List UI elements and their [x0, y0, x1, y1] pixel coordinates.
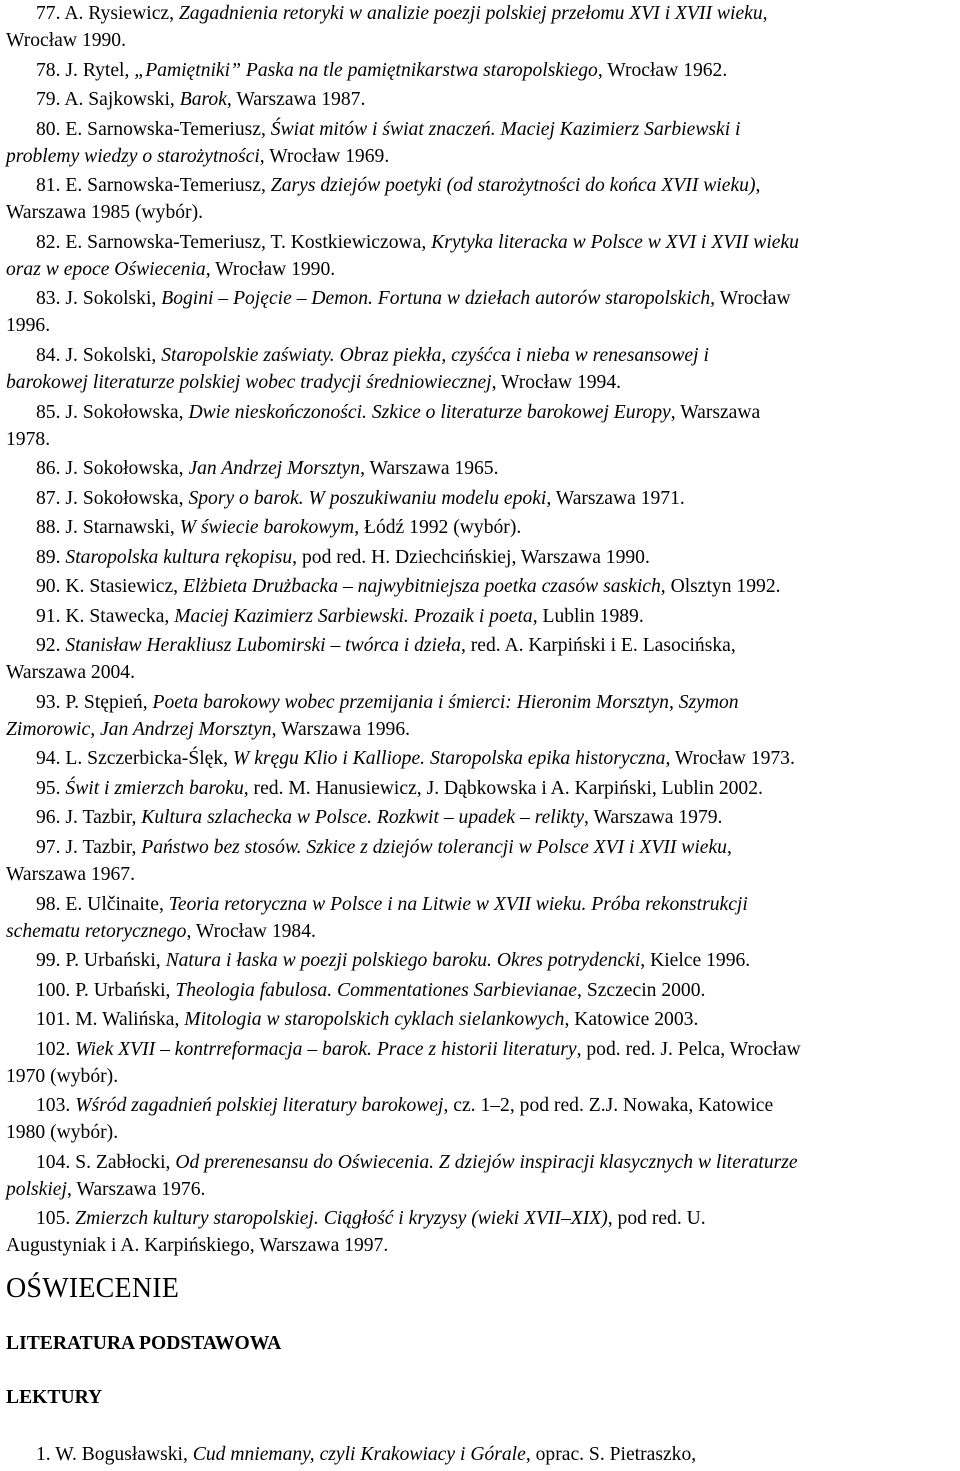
entry-title-text: schematu retorycznego [6, 920, 187, 942]
entry-text: , pod. red. J. Pelca, Wrocław [576, 1038, 801, 1060]
entry-text: Warszawa 1985 (wybór). [6, 202, 204, 224]
entry-text: J. Tazbir, [65, 836, 142, 858]
entry-title-text: polskiej [6, 1178, 67, 1200]
entry-number: 101. [36, 1009, 71, 1031]
entry-text: , pod red. H. Dziechcińskiej, Warszawa 1990. [292, 546, 650, 568]
entry-number: 81. [36, 175, 61, 197]
subsubsection-title: LEKTURY [6, 1387, 103, 1408]
entry-text: E. Ulčinaite, [65, 893, 169, 915]
entry-title-text: Natura i łaska w poezji polskiego baroku. Okres potrydencki [165, 950, 641, 972]
entry-text: , red. M. Hanusiewicz, J. Dąbkowska i A. Karpiński, Lublin 2002. [243, 777, 763, 799]
entry-title-text: oraz w epoce Oświecenia [6, 258, 206, 280]
entry-text: , Olsztyn 1992. [660, 576, 781, 598]
bibliography-entry [6, 455, 499, 482]
entry-title-text: Cud mniemany, czyli Krakowiacy i Górale [192, 1444, 526, 1465]
entry-text: , Kielce 1996. [640, 950, 751, 972]
entry-text: , Wrocław 1973. [665, 748, 795, 770]
bibliography-entry-last [36, 1441, 696, 1468]
entry-title-text: Teoria retoryczna w Polsce i na Litwie w XVII wieku. Próba rekonstrukcji [168, 893, 748, 915]
entry-title-text: W świecie barokowym [179, 517, 355, 539]
entry-text: , Lublin 1989. [532, 605, 644, 627]
entry-text: S. Zabłocki, [75, 1151, 176, 1173]
entry-title-text: Kultura szlachecka w Polsce. Rozkwit – upadek – relikty [141, 807, 585, 829]
bibliography-entry [6, 229, 799, 283]
entry-number: 92. [36, 635, 61, 657]
entry-text: J. Rytel, [65, 59, 135, 81]
bibliography-entry [6, 0, 768, 54]
entry-text: , Warszawa 1979. [584, 807, 723, 829]
bibliography-entry [6, 57, 727, 84]
entry-text: Augustyniak i A. Karpińskiego, Warszawa 1997. [6, 1235, 389, 1257]
entry-title-text: Mitologia w staropolskich cyklach sielankowych [184, 1009, 565, 1031]
entry-title-text: Spory o barok. W poszukiwaniu modelu epoki [188, 487, 547, 509]
bibliography-entry [6, 86, 365, 113]
entry-text: , Warszawa 1971. [546, 487, 685, 509]
bibliography-entry [6, 1092, 773, 1146]
entry-text: 1996. [6, 315, 51, 337]
entry-number: 89. [36, 546, 61, 568]
entry-text: 1970 (wybór). [6, 1065, 119, 1087]
entry-number: 80. [36, 118, 61, 140]
entry-title-text: Wiek XVII – kontrreformacja – barok. Prace z historii literatury [75, 1038, 577, 1060]
entry-text: , Warszawa 1965. [360, 458, 499, 480]
entry-title-text: Od prerenesansu do Oświecenia. Z dziejów inspiracji klasycznych w literaturze [175, 1151, 798, 1173]
entry-title-text: Zarys dziejów poetyki (od starożytności do końca XVII wieku) [270, 175, 756, 197]
bibliography-entry [6, 603, 644, 630]
entry-text: P. Urbański, [65, 950, 166, 972]
entry-title-text: Theologia fabulosa. Commentationes Sarbievianae [175, 979, 578, 1001]
bibliography-entry [6, 1036, 801, 1090]
entry-text: P. Urbański, [75, 979, 176, 1001]
subsection-title: LITERATURA PODSTAWOWA [6, 1333, 282, 1354]
entry-text: , Wrocław 1990. [205, 258, 336, 280]
entry-text: , red. A. Karpiński i E. Lasocińska, [460, 635, 736, 657]
entry-number: 87. [36, 487, 61, 509]
entry-number: 97. [36, 836, 61, 858]
entry-text: , Szczecin 2000. [577, 979, 706, 1001]
entry-text: W. Bogusławski, [55, 1444, 193, 1465]
entry-text: J. Sokolski, [65, 345, 162, 366]
entry-text: , Warszawa 1987. [226, 89, 366, 111]
entry-text: J. Sokołowska, [65, 401, 189, 423]
bibliography-entry [6, 285, 791, 339]
entry-number: 82. [36, 231, 61, 253]
entry-text: L. Szczerbicka-Ślęk, [65, 748, 233, 770]
entry-title-text: problemy wiedzy o starożytności [6, 145, 260, 167]
entry-number: 93. [36, 691, 61, 713]
entry-title-text: barokowej literaturze polskiej wobec tradycji średniowiecznej [6, 372, 492, 393]
entry-text: Wrocław 1990. [6, 30, 127, 51]
entry-text: , Warszawa 1996. [271, 718, 411, 740]
entry-title-text: W kręgu Klio i Kalliope. Staropolska epika historyczna [232, 748, 666, 770]
entry-number: 86. [36, 458, 61, 480]
entry-number: 1. [36, 1444, 51, 1465]
entry-title-text: Bogini – Pojęcie – Demon. Fortuna w dziełach autorów staropolskich [161, 288, 711, 310]
entry-text: K. Stawecka, [65, 605, 175, 627]
entry-text: J. Sokołowska, [65, 458, 189, 480]
bibliography-entry [6, 745, 795, 772]
entry-number: 78. [36, 59, 61, 81]
entry-text: E. Sarnowska-Temeriusz, [65, 175, 271, 197]
bibliography-entry [6, 775, 763, 802]
entry-text: , [762, 3, 768, 24]
entry-title-text: Barok [179, 89, 227, 111]
entry-title-text: Elżbieta Drużbacka – najwybitniejsza poetka czasów saskich [182, 576, 661, 598]
entry-text: P. Stępień, [65, 691, 153, 713]
entry-number: 94. [36, 748, 61, 770]
entry-title-text: Jan Andrzej Morsztyn [188, 458, 361, 480]
entry-text: , Warszawa [670, 401, 761, 423]
entry-text: , Wrocław 1994. [491, 372, 622, 393]
entry-text: , Wrocław [710, 288, 791, 310]
entry-title-text: Krytyka literacka w Polsce w XVI i XVII wieku [431, 231, 799, 253]
entry-text: M. Walińska, [75, 1009, 185, 1031]
entry-title-text: Staropolska kultura rękopisu [65, 546, 293, 568]
bibliography-entry [6, 632, 736, 686]
entry-title-text: Wśród zagadnień polskiej literatury barokowej [75, 1095, 444, 1117]
entry-text: , Wrocław 1969. [259, 145, 390, 167]
section-title: OŚWIECENIE [6, 1273, 180, 1304]
entry-text: J. Starnawski, [65, 517, 180, 539]
bibliography-entry [6, 544, 650, 571]
entry-text: E. Sarnowska-Temeriusz, T. Kostkiewiczowa, [65, 231, 432, 253]
entry-number: 100. [36, 979, 71, 1001]
entry-title-text: Świt i zmierzch baroku [65, 777, 244, 799]
entry-text: , cz. 1–2, pod red. Z.J. Nowaka, Katowice [443, 1095, 774, 1117]
entry-number: 83. [36, 288, 61, 310]
entry-number: 105. [36, 1208, 71, 1230]
entry-number: 98. [36, 893, 61, 915]
entry-text: , pod red. U. [607, 1208, 706, 1230]
bibliography-entry [6, 485, 685, 512]
entry-title-text: Zmierzch kultury staropolskiej. Ciągłość i kryzysy (wieki XVII–XIX) [75, 1208, 608, 1230]
bibliography-entry [6, 1205, 706, 1259]
entry-text: , Wrocław 1984. [186, 920, 316, 942]
entry-title-text: „Pamiętniki” Paska na tle pamiętnikarstwa staropolskiego [134, 59, 598, 81]
entry-number: 95. [36, 777, 61, 799]
entry-text: A. Rysiewicz, [64, 3, 179, 24]
bibliography-entry [6, 977, 705, 1004]
entry-title-text: Zimorowic, Jan Andrzej Morsztyn [6, 718, 272, 740]
entry-number: 103. [36, 1095, 71, 1117]
entry-text: , Katowice 2003. [564, 1009, 699, 1031]
bibliography-entry [6, 172, 760, 226]
entry-text: Warszawa 2004. [6, 662, 135, 684]
entry-title-text: Państwo bez stosów. Szkice z dziejów tolerancji w Polsce XVI i XVII wieku [141, 836, 727, 858]
entry-text: , [755, 175, 761, 197]
entry-title-text: Staropolskie zaświaty. Obraz piekła, czyśćca i nieba w renesansowej i [161, 345, 709, 366]
entry-text: J. Sokołowska, [65, 487, 189, 509]
entry-text: , Warszawa 1976. [66, 1178, 206, 1200]
bibliography-entry [6, 399, 760, 453]
bibliography-entry [6, 342, 709, 396]
entry-text: , [726, 836, 732, 858]
entry-number: 90. [36, 576, 61, 598]
entry-number: 96. [36, 807, 61, 829]
bibliography-entry [6, 834, 732, 888]
bibliography-entry [6, 689, 739, 743]
bibliography-entry [6, 1006, 698, 1033]
entry-title-text: Maciej Kazimierz Sarbiewski. Prozaik i poeta [174, 605, 533, 627]
entry-text: , oprac. S. Pietraszko, [525, 1444, 697, 1465]
bibliography-entry [6, 804, 722, 831]
entry-number: 104. [36, 1151, 71, 1173]
entry-number: 79. [36, 89, 61, 111]
entry-number: 77. [36, 3, 61, 24]
entry-text: Warszawa 1967. [6, 863, 135, 885]
entry-number: 88. [36, 517, 61, 539]
bibliography-entry [6, 573, 781, 600]
bibliography-entry [6, 514, 521, 541]
bibliography-entry [6, 1149, 798, 1203]
entry-title-text: Dwie nieskończoności. Szkice o literaturze barokowej Europy [188, 401, 671, 423]
bibliography-entry [6, 116, 741, 170]
entry-number: 102. [36, 1038, 71, 1060]
bibliography-entry [6, 891, 748, 945]
entry-text: E. Sarnowska-Temeriusz, [65, 118, 271, 140]
entry-number: 84. [36, 345, 61, 366]
entry-number: 99. [36, 950, 61, 972]
entry-number: 85. [36, 401, 61, 423]
entry-text: 1980 (wybór). [6, 1122, 119, 1144]
entry-text: J. Sokolski, [65, 288, 162, 310]
entry-text: , Wrocław 1962. [597, 59, 728, 81]
entry-title-text: Świat mitów i świat znaczeń. Maciej Kazimierz Sarbiewski i [270, 118, 741, 140]
entry-title-text: Stanisław Herakliusz Lubomirski – twórca i dzieła [65, 635, 461, 657]
bibliography-entry [6, 947, 750, 974]
entry-text: K. Stasiewicz, [65, 576, 183, 598]
entry-title-text: Poeta barokowy wobec przemijania i śmierci: Hieronim Morsztyn, Szymon [152, 691, 739, 713]
entry-number: 91. [36, 605, 61, 627]
entry-text: J. Tazbir, [65, 807, 142, 829]
entry-text: A. Sajkowski, [64, 89, 180, 111]
entry-text: , Łódź 1992 (wybór). [354, 517, 522, 539]
entry-title-text: Zagadnienia retoryki w analizie poezji polskiej przełomu XVI i XVII wieku [178, 3, 763, 24]
entry-text: 1978. [6, 428, 51, 450]
